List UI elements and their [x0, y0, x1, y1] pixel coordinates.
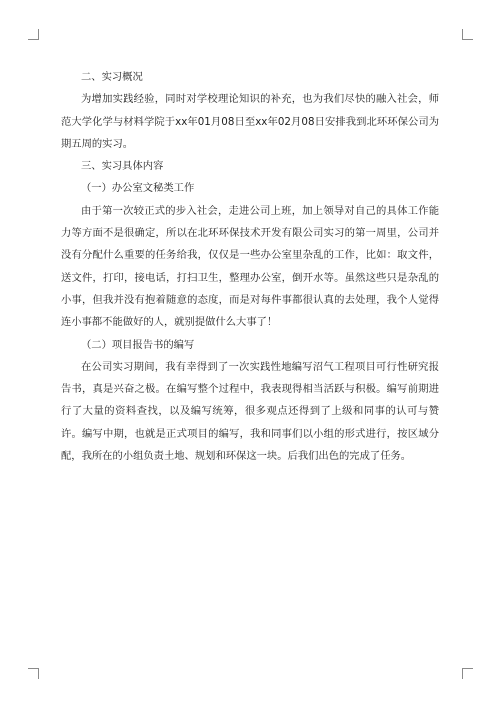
section1-paragraph: 由于第一次较正式的步入社会，走进公司上班，加上领导对自己的具体工作能力等方面不是很确定，所以在北环环保技术开发有限公司实习的第一周里，公司并没有分配什么重要的任务给我，仅仅是一些办公室里杂乱的工作，比如：取文件，送文件，打印，接电话，打扫卫生，整理办公室，倒开水等。虽然这些只是杂乱的小事，但我并没有抱着随意的态度，而是对每件事都很认真的去处理，我个人觉得连小事都不能做好的人，就别提做什么大事了！ — [61, 204, 439, 329]
heading-overview: 二、实习概况 — [81, 71, 143, 83]
crop-mark-top-left — [28, 29, 39, 40]
section2-title: （二）项目报告书的编写 — [81, 338, 195, 351]
paragraph-overview: 为增加实践经验，同时对学校理论知识的补充，也为我们尽快的融入社会，师范大学化学与材料学院于xx年01月08日至xx年02月08日安排我到北环环保公司为期五周的实习。 — [61, 93, 439, 150]
crop-mark-top-right — [462, 29, 473, 40]
crop-mark-bottom-left — [28, 668, 39, 679]
section1-title: （一）办公室文秘类工作 — [81, 182, 195, 195]
heading-content: 三、实习具体内容 — [81, 160, 164, 173]
document-body — [61, 66, 439, 467]
crop-mark-bottom-right — [462, 668, 473, 679]
section2-paragraph: 在公司实习期间，我有幸得到了一次实践性地编写沼气工程项目可行性研究报告书，真是兴奋之极。在编写整个过程中，我表现得相当活跃与积极。编写前期进行了大量的资料查找，以及编写统筹，很多观点还得到了上级和同事的认可与赞许。编写中期，也就是正式项目的编写，我和同事们以小组的形式进行，按区域分配，我所在的小组负责土地、规划和环保这一块。后我们出色的完成了任务。 — [61, 360, 439, 463]
